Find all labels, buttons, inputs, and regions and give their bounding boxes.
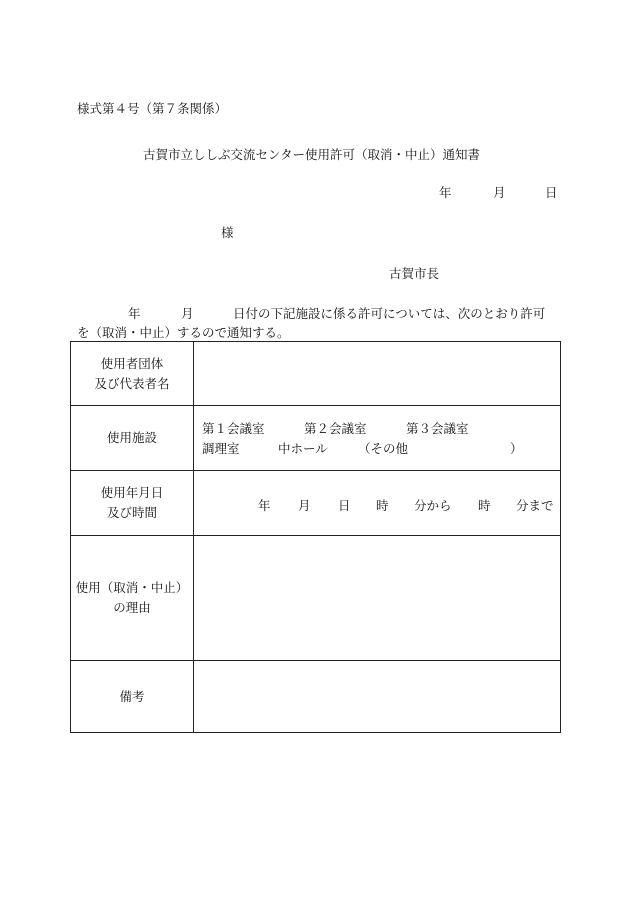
- label-line: 備考: [119, 688, 145, 704]
- datetime-minute-to: 分まで: [516, 498, 554, 513]
- table-row-remarks: [71, 661, 561, 733]
- label-remarks: [71, 661, 194, 733]
- date-year-label: 年: [439, 185, 452, 200]
- body-line-1: 日付の下記施設に係る許可については、次のとおり許可: [233, 306, 546, 321]
- label-datetime: [71, 471, 194, 536]
- form-number: 様式第４号（第７条関係）: [77, 101, 228, 116]
- datetime-hour-to: 時: [478, 498, 491, 513]
- datetime-minute-from: 分から: [414, 498, 452, 513]
- issuer-name: 古賀市長: [389, 266, 440, 281]
- facility-hall: 中ホール: [278, 441, 328, 456]
- value-reason: [194, 536, 561, 661]
- label-line: の理由: [113, 600, 151, 615]
- label-facility: [71, 406, 194, 471]
- facility-other-close: ）: [510, 441, 523, 456]
- datetime-hour-from: 時: [376, 498, 389, 513]
- date-day-label: 日: [545, 185, 558, 200]
- body-month-label: 月: [181, 306, 194, 321]
- table-row-user-group: [71, 342, 561, 406]
- label-line: 及び代表者名: [94, 375, 170, 391]
- label-line: 使用年月日: [100, 485, 164, 500]
- label-user-group: [71, 342, 194, 406]
- addressee-suffix: 様: [221, 225, 234, 240]
- facility-room-3: 第３会議室: [406, 421, 469, 436]
- facility-room-2: 第２会議室: [304, 421, 367, 436]
- table-row-facility: [71, 406, 561, 471]
- table-row-reason: [71, 536, 561, 661]
- document-title: 古賀市立ししぶ交流センター使用許可（取消・中止）通知書: [143, 147, 481, 162]
- facility-room-1: 第１会議室: [202, 421, 265, 436]
- body-line-2: を（取消・中止）するので通知する。: [77, 325, 290, 340]
- facility-other-open: （その他: [358, 441, 409, 456]
- table-row-datetime: [71, 471, 561, 536]
- label-line: 使用施設: [106, 430, 157, 445]
- body-year-label: 年: [128, 306, 141, 321]
- form-table: [70, 341, 561, 733]
- value-user-group: [194, 342, 561, 406]
- value-datetime: [194, 471, 561, 536]
- label-line: 使用者団体: [100, 355, 164, 371]
- value-facility: [194, 406, 561, 471]
- value-remarks: [194, 661, 561, 733]
- label-line: 及び時間: [106, 505, 157, 520]
- date-month-label: 月: [493, 185, 506, 200]
- datetime-month: 月: [298, 498, 311, 513]
- label-line: 使用（取消・中止）: [75, 580, 189, 595]
- facility-cooking-room: 調理室: [202, 441, 240, 456]
- datetime-day: 日: [338, 498, 351, 513]
- datetime-year: 年: [258, 498, 271, 513]
- label-reason: [71, 536, 194, 661]
